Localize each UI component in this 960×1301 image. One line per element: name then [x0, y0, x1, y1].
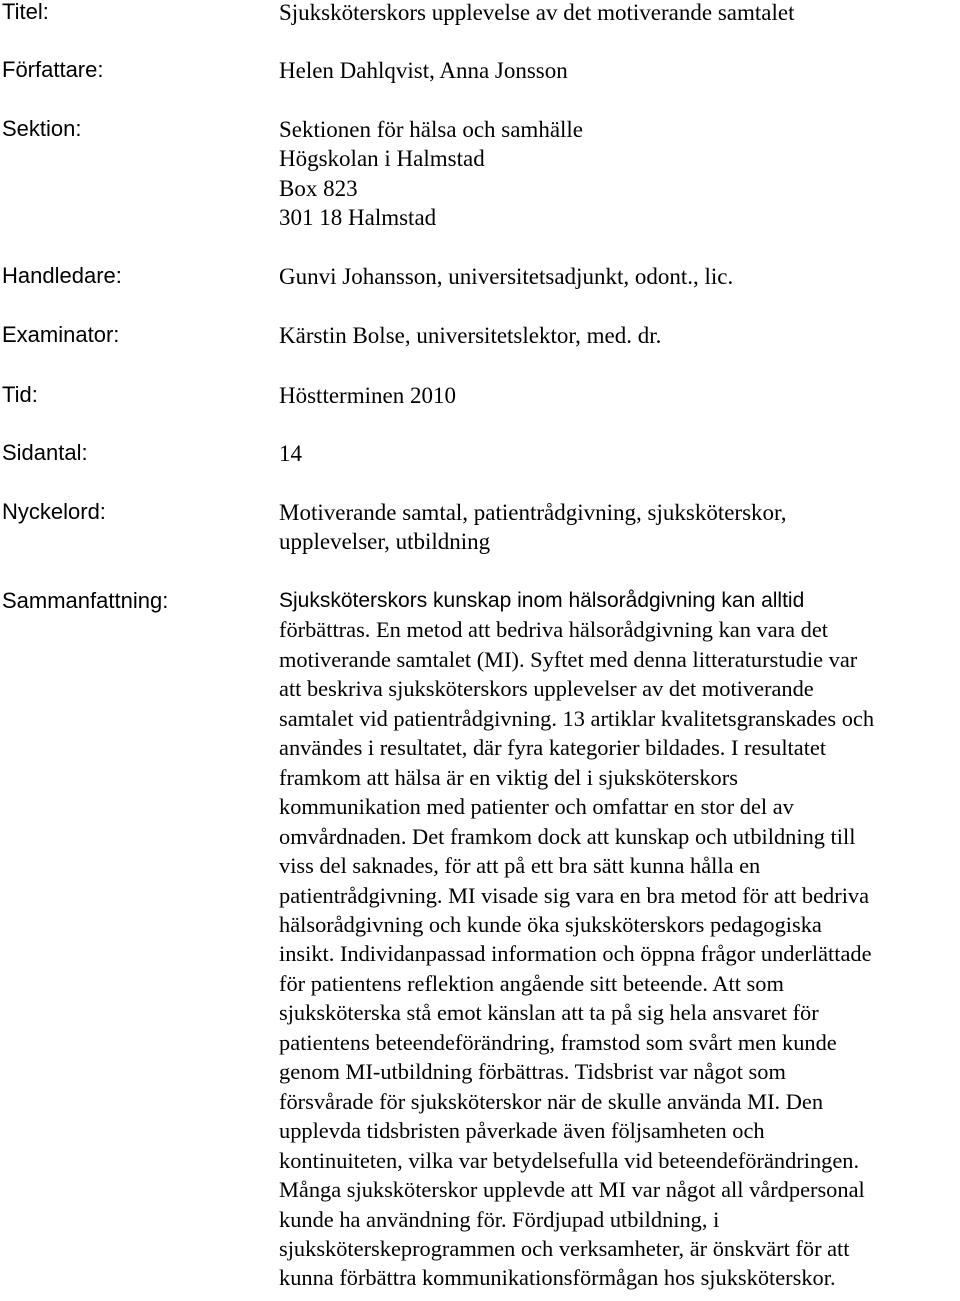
- summary-line: för patientens reflektion angående sitt beteende. Att som: [279, 970, 784, 996]
- section-line: Box 823: [279, 175, 358, 201]
- time-label: Tid:: [2, 382, 38, 407]
- summary-line: förbättras. En metod att bedriva hälsorådgivning kan vara det: [279, 617, 829, 643]
- pages-text: 14: [279, 441, 302, 466]
- title-value: [279, 0, 959, 27]
- summary-line: genom MI-utbildning förbättras. Tidsbrist var något som: [279, 1059, 786, 1085]
- summary-line: användes i resultatet, där fyra kategorier bildades. I resultatet: [279, 735, 827, 761]
- section-line: Högskolan i Halmstad: [279, 146, 485, 172]
- summary-line: hälsorådgivning och kunde öka sjuksköterskors pedagogiska: [279, 911, 822, 937]
- pages-label: Sidantal:: [2, 440, 88, 465]
- summary-line: samtalet vid patientrådgivning. 13 artiklar kvalitetsgranskades och: [279, 705, 875, 731]
- title-label: Titel:: [2, 0, 49, 24]
- summary-line: patientens beteendeförändring, framstod som svårt men kunde: [279, 1029, 837, 1055]
- summary-line: insikt. Individanpassad information och öppna frågor underlättade: [279, 941, 872, 967]
- time-text: Höstterminen 2010: [279, 383, 456, 408]
- summary-line: sjuksköterskeprogrammen och verksamheter, är önskvärt för att: [279, 1235, 850, 1261]
- examiner-label: Examinator:: [2, 322, 120, 347]
- summary-label: Sammanfattning:: [2, 588, 169, 613]
- keywords-label: Nyckelord:: [2, 499, 106, 524]
- summary-line: att beskriva sjuksköterskors upplevelser av det motiverande: [279, 676, 814, 702]
- supervisor-label: Handledare:: [2, 263, 122, 288]
- summary-line: kommunikation med patienter och omfattar en stor del av: [279, 794, 794, 820]
- section-value: [279, 115, 959, 233]
- authors-text: Helen Dahlqvist, Anna Jonsson: [279, 58, 568, 83]
- examiner-value: [279, 321, 959, 350]
- summary-line: viss del saknades, för att på ett bra sätt kunna hålla en: [279, 853, 761, 879]
- summary-line: motiverande samtalet (MI). Syftet med denna litteraturstudie var: [279, 646, 858, 672]
- keywords-line: upplevelser, utbildning: [279, 529, 491, 555]
- summary-line: kontinuiteten, vilka var betydelsefulla vid beteendeförändringen.: [279, 1147, 860, 1173]
- summary-line: omvårdnaden. Det framkom dock att kunskap och utbildning till: [279, 823, 856, 849]
- summary-line: försvårade för sjuksköterskor när de skulle använda MI. Den: [279, 1088, 824, 1114]
- section-label: Sektion:: [2, 116, 82, 141]
- summary-line: sjuksköterska stå emot känslan att ta på sig hela ansvaret för: [279, 1000, 819, 1026]
- supervisor-value: [279, 262, 959, 291]
- pages-value: [279, 439, 959, 468]
- section-line: Sektionen för hälsa och samhälle: [279, 117, 584, 142]
- time-value: [279, 381, 959, 410]
- summary-line: framkom att hälsa är en viktig del i sjuksköterskors: [279, 764, 738, 790]
- authors-value: [279, 56, 959, 85]
- title-text: Sjuksköterskors upplevelse av det motiverande samtalet: [279, 0, 795, 25]
- keywords-value: [279, 498, 959, 557]
- summary-line: upplevda tidsbristen påverkade även följsamheten och: [279, 1118, 765, 1144]
- summary-line: kunde ha användning för. Fördjupad utbildning, i: [279, 1206, 720, 1232]
- authors-label: Författare:: [2, 57, 104, 82]
- summary-text: [279, 586, 959, 1293]
- summary-line: patientrådgivning. MI visade sig vara en bra metod för att bedriva: [279, 882, 870, 908]
- summary-line: Sjuksköterskors kunskap inom hälsorådgivning kan alltid: [279, 589, 805, 612]
- supervisor-text: Gunvi Johansson, universitetsadjunkt, odont., lic.: [279, 264, 734, 289]
- summary-line: Många sjuksköterskor upplevde att MI var något all vårdpersonal: [279, 1177, 865, 1203]
- summary-line: kunna förbättra kommunikationsförmågan hos sjuksköterskor.: [279, 1265, 836, 1291]
- section-line: 301 18 Halmstad: [279, 205, 437, 231]
- examiner-text: Kärstin Bolse, universitetslektor, med. dr.: [279, 323, 662, 348]
- keywords-line: Motiverande samtal, patientrådgivning, sjuksköterskor,: [279, 500, 787, 525]
